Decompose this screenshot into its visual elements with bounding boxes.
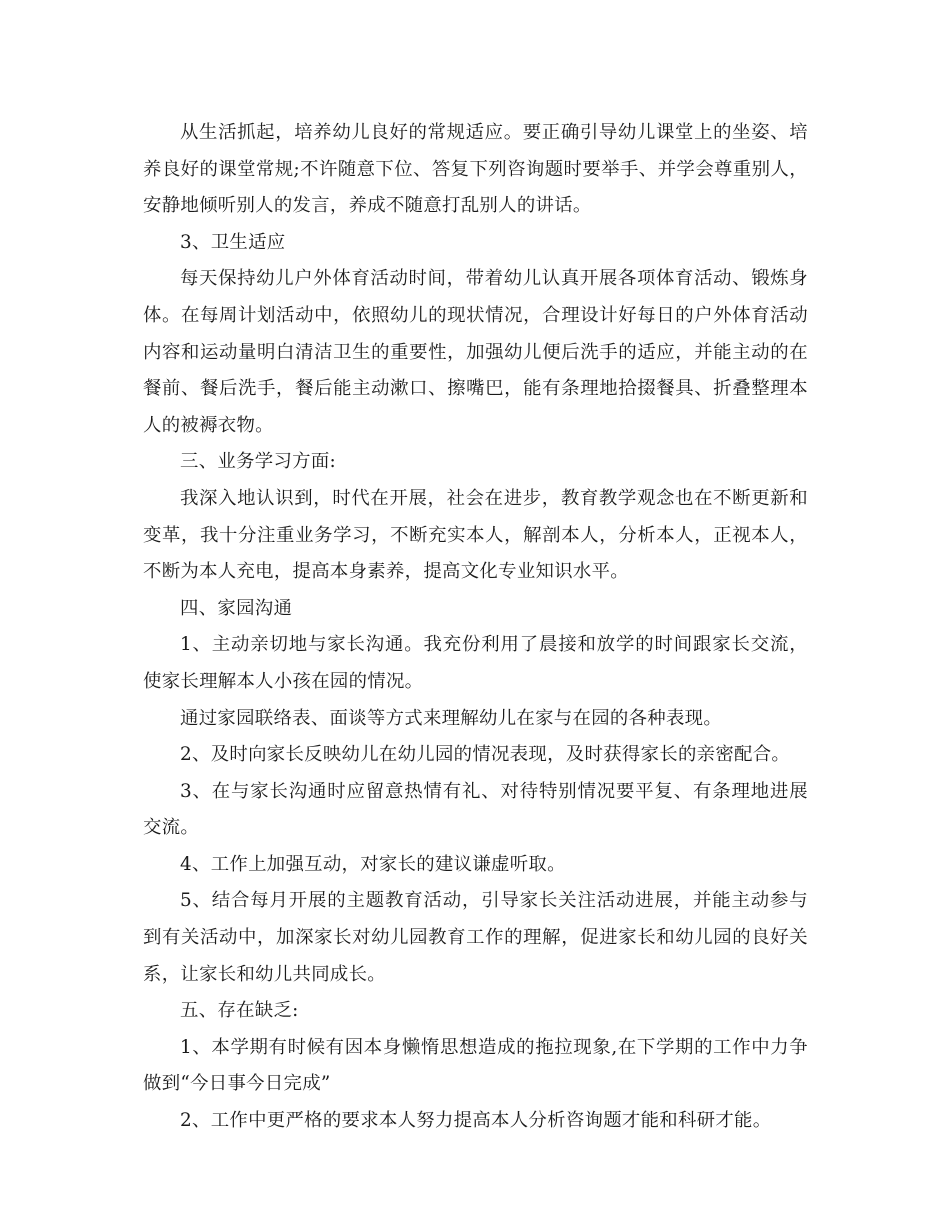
- list-item-shortcoming-2: 2、工作中更严格的要求本人努力提高本人分析咨询题才能和科研才能。: [180, 1110, 772, 1132]
- list-item-communication-2: 2、及时向家长反映幼儿在幼儿园的情况表现，及时获得家长的亲密配合。: [180, 744, 791, 766]
- heading-hygiene-habits: 3、卫生适应: [180, 231, 286, 253]
- paragraph-contact-methods: 通过家园联络表、面谈等方式来理解幼儿在家与在园的各种表现。: [180, 707, 723, 729]
- list-item-communication-5: 5、结合每月开展的主题教育活动，引导家长关注活动进展，并能主动参与到有关活动中，加深家长对幼儿园教育工作的理解，促进家长和幼儿园的良好关系，让家长和幼儿共同成长。: [143, 890, 808, 985]
- heading-home-school-communication: 四、家园沟通: [180, 597, 293, 619]
- paragraph-professional-study: 我深入地认识到，时代在开展，社会在进步，教育教学观念也在不断更新和变革，我十分注重业务学习，不断充实本人，解剖本人，分析本人，正视本人，不断为本人充电，提高本身素养，提高文化专业知识水平。: [143, 487, 808, 583]
- heading-professional-study: 三、业务学习方面:: [180, 451, 337, 473]
- list-item-communication-1: 1、主动亲切地与家长沟通。我充份利用了晨接和放学的时间跟家长交流，使家长理解本人小孩在园的情况。: [143, 634, 808, 692]
- heading-shortcomings: 五、存在缺乏:: [180, 1000, 299, 1022]
- document-body: [143, 115, 808, 1140]
- paragraph-outdoor-activity: 每天保持幼儿户外体育活动时间，带着幼儿认真开展各项体育活动、锻炼身体。在每周计划活动中，依照幼儿的现状情况，合理设计好每日的户外体育活动内容和运动量明白清洁卫生的重要性，加强幼儿便后洗手的适应，并能主动的在餐前、餐后洗手，餐后能主动漱口、擦嘴巴，能有条理地拾掇餐具、折叠整理本人的被褥衣物。: [143, 268, 808, 436]
- paragraph-routine-habits: 从生活抓起，培养幼儿良好的常规适应。要正确引导幼儿课堂上的坐姿、培养良好的课堂常规;不许随意下位、答复下列咨询题时要举手、并学会尊重别人，安静地倾听别人的发言，养成不随意打乱别人的讲话。: [143, 122, 808, 217]
- list-item-communication-3: 3、在与家长沟通时应留意热情有礼、对待特别情况要平复、有条理地进展交流。: [143, 780, 808, 839]
- list-item-shortcoming-1: 1、本学期有时候有因本身懒惰思想造成的拖拉现象,在下学期的工作中力争做到“今日事今日完成”: [143, 1036, 808, 1095]
- list-item-communication-4: 4、工作上加强互动，对家长的建议谦虚听取。: [180, 853, 566, 875]
